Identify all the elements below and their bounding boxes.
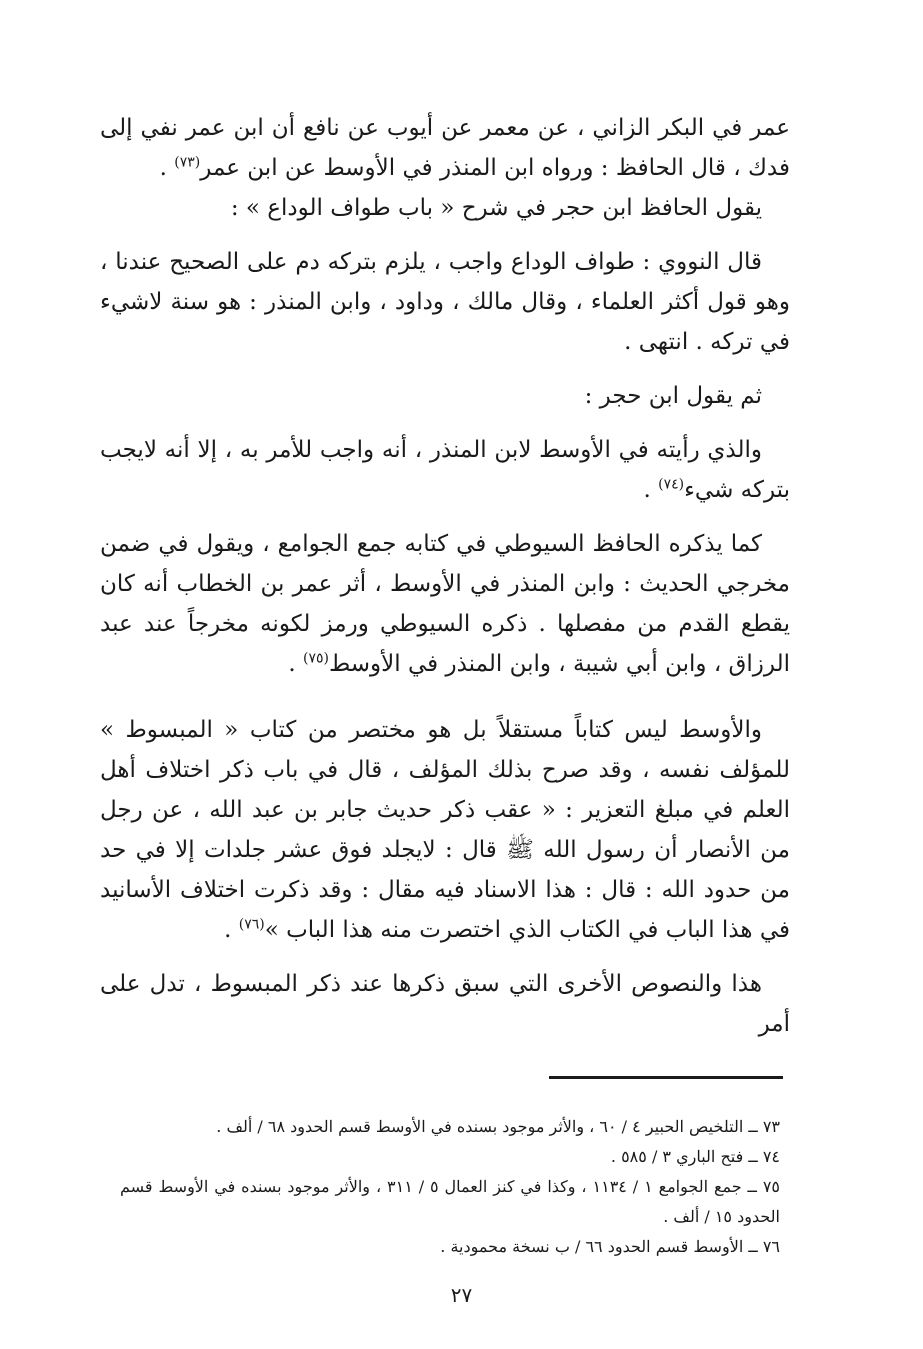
page-number: ٢٧ xyxy=(450,1283,473,1307)
paragraph-7: والأوسط ليس كتاباً مستقلاً بل هو مختصر من كتاب « المبسوط » للمؤلف نفسه ، وقد صرح بذلك المؤلف ، قال في باب ذكر اختلاف أهل العلم في مبلغ التعزير : « عقب ذكر حديث جابر بن عبد الله ، عن رجل من الأنصار أن رسول الله ﷺ قال : لايجلد فوق عشر جلدات إلا في حد من حدود الله : قال : هذا الاسناد فيه مقال : وقد ذكرت اختلاف الأسانيد في هذا الباب في الكتاب الذي اختصرت منه هذا الباب »$^{(٧٦)}$ . xyxy=(100,717,790,943)
paragraph-8: هذا والنصوص الأخرى التي سبق ذكرها عند ذكر المبسوط ، تدل على أمر xyxy=(100,971,790,1037)
footnote-74: ٧٤ ــ فتح الباري ٣ / ٥٨٥ . xyxy=(610,1147,780,1166)
paragraph-1: عمر في البكر الزاني ، عن معمر عن أيوب عن نافع أن ابن عمر نفي إلى فدك ، قال الحافظ : ورواه ابن المنذر في الأوسط عن ابن عمر$^{(٧٣)}$ . xyxy=(100,115,790,181)
footnote-73: ٧٣ ــ التلخيص الحبير ٤ / ٦٠ ، والأثر موجود بسنده في الأوسط قسم الحدود ٦٨ / ألف . xyxy=(216,1117,780,1136)
paragraph-5: والذي رأيته في الأوسط لابن المنذر ، أنه واجب للأمر به ، إلا أنه لايجب بتركه شيء$^{(٧٤)}$ . xyxy=(100,437,790,503)
footnote-76: ٧٦ ــ الأوسط قسم الحدود ٦٦ / ب نسخة محمودية . xyxy=(440,1237,780,1256)
footnote-75: ٧٥ ــ جمع الجوامع ١ / ١١٣٤ ، وكذا في كنز العمال ٥ / ٣١١ ، والأثر موجود بسنده في الأوسط قسم الحدود ١٥ / ألف . xyxy=(120,1177,780,1226)
paragraph-3: قال النووي : طواف الوداع واجب ، يلزم بتركه دم على الصحيح عندنا ، وهو قول أكثر العلماء ، وقال مالك ، وداود ، وابن المنذر : هو سنة لاشيء في تركه . انتهى . xyxy=(100,249,790,355)
paragraph-6: كما يذكره الحافظ السيوطي في كتابه جمع الجوامع ، ويقول في ضمن مخرجي الحديث : وابن المنذر في الأوسط ، أثر عمر بن الخطاب أنه كان يقطع القدم من مفصلها . ذكره السيوطي ورمز لكونه مخرجاً عند عبد الرزاق ، وابن أبي شيبة ، وابن المنذر في الأوسط$^{(٧٥)}$ . xyxy=(100,531,790,677)
footnote-separator xyxy=(549,1076,783,1079)
paragraph-2: يقول الحافظ ابن حجر في شرح « باب طواف الوداع » : xyxy=(230,195,762,221)
paragraph-4: ثم يقول ابن حجر : xyxy=(584,383,762,409)
footnote-ref-75: (٧٥) xyxy=(302,650,329,667)
footnote-ref-74: (٧٤) xyxy=(658,476,685,493)
footnote-ref-73: (٧٣) xyxy=(174,154,201,171)
footnotes xyxy=(120,1112,780,1262)
footnote-ref-76: (٧٦) xyxy=(238,916,265,933)
main-text xyxy=(100,108,790,1044)
